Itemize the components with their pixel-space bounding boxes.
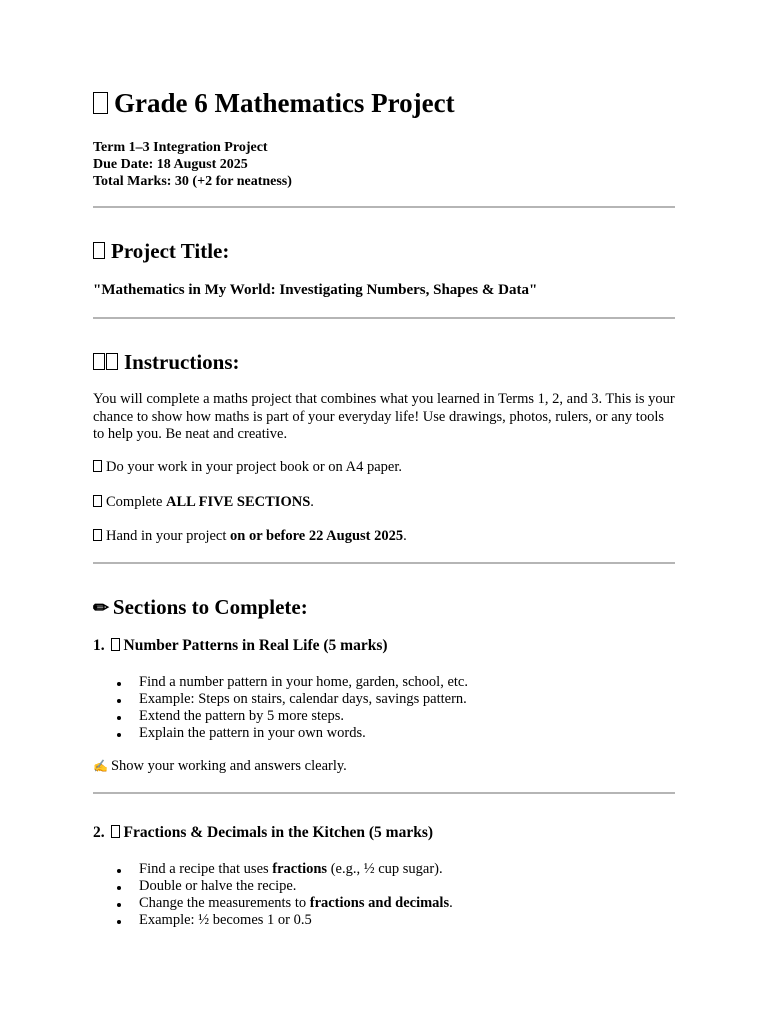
box-glyph-icon: [93, 460, 102, 472]
list-item: [93, 895, 453, 912]
section-1-number: 1.: [93, 637, 105, 654]
section-1-note: [93, 758, 347, 775]
section-2-list: [93, 861, 453, 929]
list-item: Example: Steps on stairs, calendar days, savings pattern.: [93, 691, 468, 708]
instructions-heading-text: Instructions:: [124, 350, 240, 374]
page-title: [93, 88, 455, 119]
project-title-heading: [93, 239, 229, 264]
list-item-bold: fractions and decimals: [309, 895, 450, 911]
section-2-number: 2.: [93, 824, 105, 841]
list-item-pre: Change the measurements to: [139, 895, 310, 911]
page-title-text: Grade 6 Mathematics Project: [114, 88, 455, 118]
project-title-text: "Mathematics in My World: Investigating Numbers, Shapes & Data": [93, 282, 538, 298]
section-1-list: [93, 674, 468, 742]
list-item-bold: fractions: [272, 861, 328, 877]
list-item: Find a number pattern in your home, garden, school, etc.: [93, 674, 468, 691]
box-glyph-icon: [106, 353, 118, 370]
list-item-post: .: [449, 895, 453, 911]
divider: [93, 562, 675, 564]
divider: [93, 317, 675, 319]
instruction-item-3-pre: Hand in your project: [106, 528, 231, 544]
instructions-paragraph: You will complete a maths project that combines what you learned in Terms 1, 2, and 3. This is your chance to show how maths is part of your everyday life! Use drawings, photos, rulers, or any tools to help you. Be neat and creative.: [93, 391, 675, 442]
list-item: Double or halve the recipe.: [93, 878, 453, 895]
list-item-post: (e.g., ½ cup sugar).: [327, 861, 443, 877]
instruction-item-3-post: .: [403, 528, 407, 544]
list-item: Extend the pattern by 5 more steps.: [93, 708, 468, 725]
instructions-heading: [93, 350, 240, 375]
box-glyph-icon: [93, 353, 105, 370]
box-glyph-icon: [111, 825, 120, 838]
term-line: Term 1–3 Integration Project: [93, 140, 268, 155]
box-glyph-icon: [93, 529, 102, 541]
list-item: Example: ½ becomes 1 or 0.5: [93, 912, 453, 929]
box-glyph-icon: [93, 242, 105, 259]
divider: [93, 206, 675, 208]
pencil-icon: ✏: [93, 598, 109, 619]
section-1-note-text: Show your working and answers clearly.: [110, 758, 347, 774]
sections-heading: [93, 595, 308, 620]
list-item: Explain the pattern in your own words.: [93, 725, 468, 742]
instruction-item-2: [93, 494, 314, 511]
instruction-item-2-bold: ALL FIVE SECTIONS: [166, 494, 311, 510]
instruction-item-2-post: .: [310, 494, 314, 510]
project-title-heading-text: Project Title:: [111, 239, 230, 263]
section-2-title: Fractions & Decimals in the Kitchen (5 marks): [123, 824, 434, 841]
list-item-pre: Find a recipe that uses: [139, 861, 273, 877]
box-glyph-icon: [93, 92, 108, 114]
list-item: [93, 861, 453, 878]
due-date-line: Due Date: 18 August 2025: [93, 157, 248, 172]
instruction-item-3: [93, 528, 407, 545]
section-1-heading: [93, 637, 388, 655]
instruction-item-3-bold: on or before 22 August 2025: [230, 528, 404, 544]
instruction-item-2-pre: Complete: [106, 494, 167, 510]
writing-hand-icon: ✍: [93, 759, 108, 773]
total-marks-line: Total Marks: 30 (+2 for neatness): [93, 174, 292, 189]
instruction-item-1-text: Do your work in your project book or on A4 paper.: [106, 459, 402, 475]
sections-heading-text: Sections to Complete:: [112, 595, 308, 619]
box-glyph-icon: [111, 638, 120, 651]
instruction-item-1: [93, 459, 402, 476]
section-2-heading: [93, 824, 433, 842]
section-1-title: Number Patterns in Real Life (5 marks): [123, 637, 388, 654]
divider: [93, 792, 675, 794]
box-glyph-icon: [93, 495, 102, 507]
